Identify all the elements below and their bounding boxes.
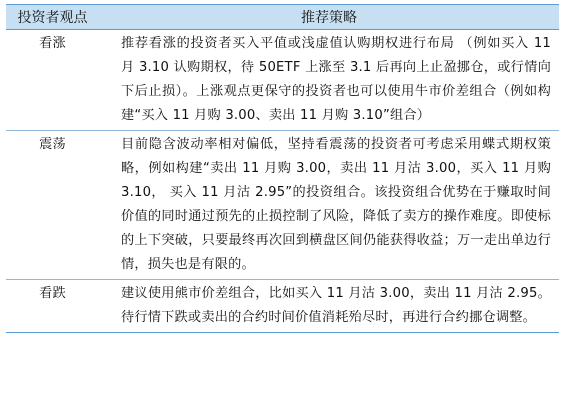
- header-row: [6, 5, 559, 30]
- table-body: [6, 30, 559, 333]
- strategy-cell: 目前隐含波动率相对偏低，坚持看震荡的投资者可考虑采用蝶式期权策略，例如构建“卖出 11 月购 3.00，卖出 11 月沽 3.00，买入 11 月购 3.10， 买入 11 月沽 2.95”的投资组合。该投资组合优势在于赚取时间价值的同时通过预先的止损控制了风险，降低了卖方的操作难度。即使标的上下突破，只要最终再次回到横盘区间仍能获得收益；万一走出单边行情，损失也是有限的。: [99, 131, 559, 280]
- header-investor-view: 投资者观点: [6, 5, 99, 30]
- table-row-sideways: [6, 131, 559, 280]
- table-row-bearish: [6, 280, 559, 333]
- view-cell: 看涨: [6, 30, 99, 131]
- view-cell: 看跌: [6, 280, 99, 333]
- view-cell: 震荡: [6, 131, 99, 280]
- table-header: [6, 5, 559, 30]
- header-recommended-strategy: 推荐策略: [99, 5, 559, 30]
- strategy-table: [6, 4, 559, 333]
- table-row-bullish: [6, 30, 559, 131]
- strategy-cell: 建议使用熊市价差组合，比如买入 11 月沽 3.00，卖出 11 月沽 2.95。待行情下跌或卖出的合约时间价值消耗殆尽时，再进行合约挪仓调整。: [99, 280, 559, 333]
- strategy-cell: 推荐看涨的投资者买入平值或浅虚值认购期权进行布局 （例如买入 11 月 3.10 认购期权，待 50ETF 上涨至 3.1 后再向上止盈挪仓，或行情向下后止损）。上涨观点更保守的投资者也可以使用牛市价差组合（例如构建“买入 11 月购 3.00、卖出 11 月购 3.10”组合）: [99, 30, 559, 131]
